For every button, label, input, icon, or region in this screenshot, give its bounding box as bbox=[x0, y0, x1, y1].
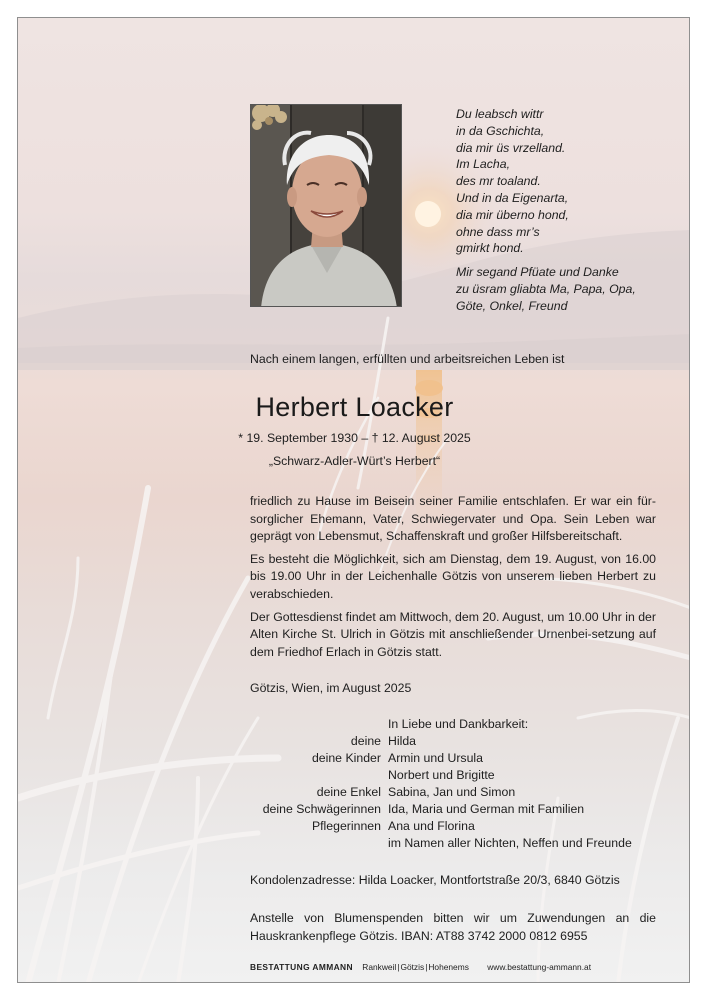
mourner-names: Ida, Maria und German mit Familien bbox=[388, 802, 585, 816]
poem-line: gmirkt hond. bbox=[456, 241, 524, 256]
poem-line: Göte, Onkel, Freund bbox=[456, 298, 568, 313]
poem-line: ohne dass mr’s bbox=[456, 224, 540, 239]
mourner-row bbox=[198, 750, 678, 767]
intro-text: Nach einem langen, erfüllten und arbeitsreichen Leben ist bbox=[250, 352, 565, 366]
poem-line: Und in da Eigenarta, bbox=[456, 190, 569, 205]
mourner-relation bbox=[198, 767, 388, 784]
mourner-row bbox=[198, 835, 678, 852]
funeral-home-footer bbox=[250, 961, 670, 973]
funeral-home-brand bbox=[250, 962, 353, 972]
location: Rankweil bbox=[362, 962, 397, 972]
location: Hohenems bbox=[428, 962, 469, 972]
mourner-relation: deine bbox=[350, 734, 381, 748]
separator: | bbox=[425, 962, 428, 972]
poem-line: Im Lacha, bbox=[456, 157, 510, 172]
mourner-names: im Namen aller Nichten, Neffen und Freunde bbox=[388, 836, 632, 850]
mourner-relation bbox=[198, 716, 388, 733]
life-dates: * 19. September 1930 – † 12. August 2025 bbox=[238, 431, 471, 445]
obituary-card bbox=[17, 17, 690, 983]
body-paragraph: Der Gottesdienst findet am Mittwoch, dem 20. August, um 10.00 Uhr in der Alten Kirche St. Ulrich in Götzis mit anschließender Urnenbei-setzung auf dem Friedhof Erlach in Götzis statt. bbox=[250, 609, 656, 659]
poem-line: zu üsram gliabta Ma, Papa, Opa, bbox=[456, 281, 636, 296]
mourner-relation: deine Kinder bbox=[311, 751, 381, 765]
mourner-relation: deine Enkel bbox=[316, 785, 381, 799]
mourners-list bbox=[198, 716, 678, 852]
poem-line: in da Gschichta, bbox=[456, 123, 545, 138]
poem-line: des mr toaland. bbox=[456, 174, 541, 189]
poem-stanza-2 bbox=[456, 264, 656, 314]
mourner-relation bbox=[198, 835, 388, 852]
body-paragraph: friedlich zu Hause im Beisein seiner Familie entschlafen. Er war ein für-sorglicher Ehemann, Vater, Schwiegervater und Opa. Sein Leben war geprägt von Lebensmut, Schaffenskraft und großer Hilfsbereitschaft. bbox=[250, 494, 656, 544]
brand-prefix: BESTATTUNG bbox=[250, 962, 310, 972]
mourner-relation: deine Schwägerinnen bbox=[262, 802, 381, 816]
mourner-names: Armin und Ursula bbox=[388, 751, 483, 765]
poem-line: Du leabsch wittr bbox=[456, 107, 544, 121]
mourner-names: Norbert und Brigitte bbox=[388, 768, 495, 782]
separator: | bbox=[397, 962, 400, 972]
deceased-name: Herbert Loacker bbox=[255, 392, 454, 422]
place-date: Götzis, Wien, im August 2025 bbox=[250, 681, 412, 695]
poem-line: dia mir üs vrzelland. bbox=[456, 140, 566, 155]
location: Götzis bbox=[400, 962, 425, 972]
mourner-row bbox=[198, 784, 678, 801]
mourner-names: Hilda bbox=[388, 734, 417, 748]
mourner-names: Ana und Florina bbox=[388, 819, 475, 833]
poem-stanza-1 bbox=[456, 106, 656, 257]
mourner-row bbox=[198, 801, 678, 818]
portrait-photo bbox=[250, 104, 402, 307]
condolence-address: Kondolenzadresse: Hilda Loacker, Montfortstraße 20/3, 6840 Götzis bbox=[250, 873, 620, 887]
mourner-relation: Pflegerinnen bbox=[311, 819, 381, 833]
brand-name: AMMANN bbox=[312, 962, 353, 972]
poem-line: dia mir überno hond, bbox=[456, 207, 569, 222]
mourner-row bbox=[198, 767, 678, 784]
body-paragraph: Es besteht die Möglichkeit, sich am Dienstag, dem 19. August, von 16.00 bis 19.00 Uhr in der Leichenhalle Götzis von unserem lieben Herbert zu verabschieden. bbox=[250, 551, 656, 601]
mourner-names: Sabina, Jan und Simon bbox=[388, 785, 516, 799]
mourner-names: In Liebe und Dankbarkeit: bbox=[388, 717, 529, 731]
poem-line: Mir segand Pfüate und Danke bbox=[456, 265, 619, 280]
donation-note: Anstelle von Blumenspenden bitten wir um Zuwendungen an die Hauskrankenpflege Götzis. IBAN: AT88 3742 2000 0812 6955 bbox=[250, 911, 656, 943]
announcement-body bbox=[250, 493, 656, 666]
website-link[interactable]: www.bestattung-ammann.at bbox=[487, 962, 592, 972]
nickname: „Schwarz-Adler-Würt’s Herbert“ bbox=[268, 454, 441, 468]
mourner-row bbox=[198, 733, 678, 750]
mourner-row bbox=[198, 716, 678, 733]
sun bbox=[415, 201, 441, 227]
poem bbox=[456, 106, 656, 315]
mourner-row bbox=[198, 818, 678, 835]
